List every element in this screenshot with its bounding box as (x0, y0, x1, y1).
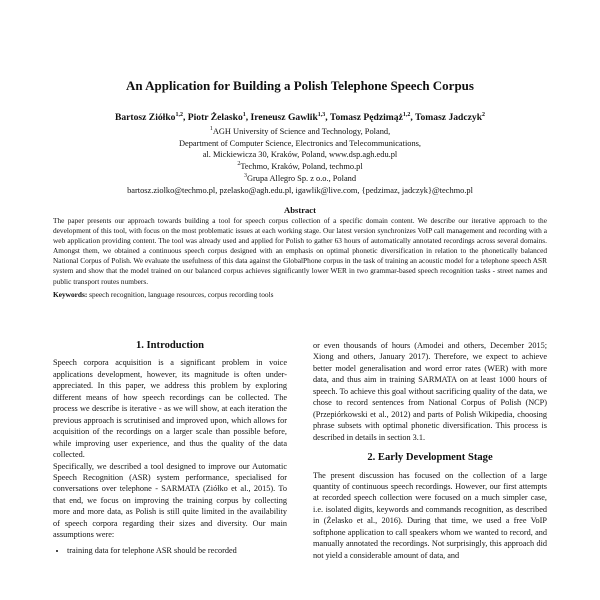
section-heading-introduction: 1. Introduction (135, 340, 205, 351)
abstract-body: The paper presents our approach towards building a tool for speech corpus collection of a specific domain content. We describe our iterative approach to the development of this tool, with focus on the most problematic issues at each working stage. Our latest version synchronizes VoIP call management and recording with a web application providing content. The tool was already used and applied for Polish to gather 63 hours of automatically annotated recordings across several domains. Amongst them, we obtained a continuous speech corpus designed with an emphasis on optimal phonetic diversification in relation to the phonetically balanced National Corpus of Polish. We evaluate the usefulness of this data against the GlobalPhone corpus in the task of training an acoustic model for a telephone speech ASR system and show that the model trained on our balanced corpus achieves significantly lower WER in two grammar-based speech recognition tasks - street names and public transport routes numbers. (53, 216, 547, 286)
left-column (53, 340, 287, 556)
affiliation-line: $^3$Grupa Allegro Sp. z o.o., Poland (243, 173, 357, 183)
affiliations (0, 126, 600, 196)
author-list: Bartosz Ziółko$^{1,2}$, Piotr Żelasko$^1$, Ireneusz Gawlik$^{1,3}$, Tomasz Pędzimąż$^{1,2}$, Tomasz Jadczyk$^2$ (114, 111, 486, 123)
author-name: Ireneusz Gawlik (250, 112, 318, 123)
author-name: Tomasz Pędzimąż (329, 112, 403, 123)
keywords-text: speech recognition, language resources, corpus recording tools (87, 290, 274, 299)
author-affil-sup: 2 (482, 111, 486, 118)
author-name: Bartosz Ziółko (114, 112, 176, 123)
intro-paragraph-2: Specifically, we described a tool designed to improve our Automatic Speech Recognition (ASR) system performance, specialised for conversations over telephone - SARMATA (Ziółko et al., 2015). To that end, we focus on improving the training corpus by collecting more and more data, as Polish is still quite limited in the availability of speech corpora regarding their sizes and diversity. Our main assumptions were: (53, 461, 287, 540)
intro-paragraph-1: Speech corpora acquisition is a significant problem in voice applications development, however, its magnitude is often under-appreciated. In this paper, we address this problem by exploring different means of how speech recordings can be collected. The process we describe is iterative - as we will show, at each iteration the previous approach is scrutinised and improved upon, which allows for acquisition of the recordings on a larger scale than possible before, while improving user experience, and thus the quality of the data collected. (53, 358, 287, 460)
author-affil-sup: 1,2 (175, 111, 183, 118)
intro-continued-paragraph: or even thousands of hours (Amodei and others, December 2015; Xiong and others, January 2017). Therefore, we expect to achieve better model generalisation and word error rates (WER) with more data, and thus aim in training SARMATA on at least 1000 hours of speech. To achieve this goal without sacrificing quality of the data, we chose to record sentences from National Corpus of Polish (NCP) (Przepiórkowski et al., 2012) and parts of Polish Wikipedia, choosing phrase subsets with optimal phonetic diversification. This process is described in details in section 3.1. (313, 341, 547, 442)
author-affil-sup: 1 (242, 111, 246, 118)
paper-title: An Application for Building a Polish Telephone Speech Corpus (126, 78, 474, 93)
author-affil-sup: 1,2 (402, 111, 411, 118)
author-name: Piotr Żelasko (187, 112, 243, 123)
affiliation-line: $^2$Techmo, Kraków, Poland, techmo.pl (237, 161, 363, 172)
list-item: • training data for telephone ASR should be recorded (67, 545, 287, 556)
early-paragraph-1: The present discussion has focused on the collection of a large quantity of continuous speech recordings. However, our first attempts at recorded speech collection were focused on a much simpler case, i.e. isolated digits, keywords and commands recognition, as described in (Żelasko et al., 2016). During that time, we used a free VoIP softphone application to call speakers whom we wanted to record, and manually annotated the recordings. Not surprisingly, this approach did not yield a considerable amount of data, and (313, 470, 547, 560)
assumptions-list (53, 545, 287, 556)
author-name: Tomasz Jadczyk (414, 112, 483, 123)
abstract-heading: Abstract (284, 205, 316, 215)
author-affil-sup: 1,3 (317, 111, 326, 118)
affiliation-line: $^1$AGH University of Science and Technology, Poland, (209, 126, 391, 136)
affiliation-line: Department of Computer Science, Electronics and Telecommunications, (178, 138, 422, 148)
affiliation-line: al. Mickiewicza 30, Kraków, Poland, www.dsp.agh.edu.pl (202, 150, 398, 160)
author-emails: bartosz.ziolko@techmo.pl, pzelasko@agh.edu.pl, igawlik@live.com, {pedzimaz, jadczyk}@techmo.pl (127, 185, 473, 195)
keywords-label: Keywords: (53, 290, 88, 299)
keywords-line (53, 290, 547, 299)
right-column (313, 340, 547, 561)
section-heading-early-development: 2. Early Development Stage (367, 452, 493, 464)
